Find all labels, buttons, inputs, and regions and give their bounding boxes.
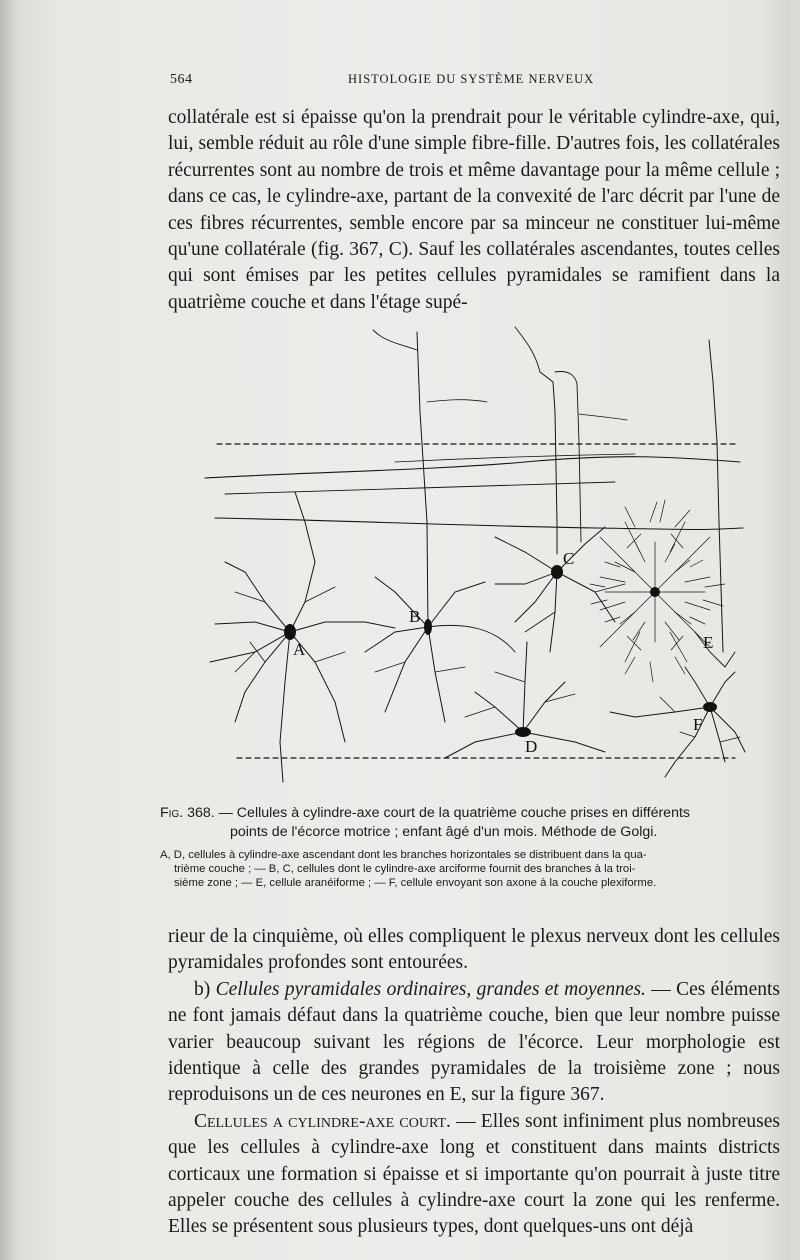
caption-line-1: — Cellules à cylindre-axe court de la quatrième couche prises en différents — [214, 805, 690, 821]
section-heading-smallcaps: Cellules a cylindre-axe court. — [194, 1110, 451, 1132]
bottom-text — [168, 924, 780, 1241]
figure-number: Fig. 368. — [160, 805, 215, 821]
bottom-paragraph-2-text: — Ces éléments ne font jamais défaut dans la quatrième couche, bien que leur nombre puisse varier beaucoup suivant les régions de l'écorce. Leur morphologie est identique à celle des grandes pyramidales de la troisième zone ; nous reproduisons un de ces neurones en E, sur la figure 367. — [168, 978, 780, 1106]
header-title: HISTOLOGIE DU SYSTÈME NERVEUX — [348, 72, 595, 86]
soma-A — [284, 624, 296, 640]
legend-line-2: trième couche ; — B, C, cellules dont le cylindre-axe arciforme fournit des branches à la troi- — [174, 863, 636, 875]
legend-line-3: sième zone ; — E, cellule aranéiforme ; — F, cellule envoyant son axone à la couche plexiforme. — [174, 877, 657, 889]
figure-caption — [160, 804, 780, 890]
soma-E — [650, 587, 660, 597]
section-title-italic: Cellules pyramidales ordinaires, grandes et moyennes. — [215, 978, 646, 1000]
bottom-paragraph-3-text: — Elles sont infiniment plus nombreuses que les cellules à cylindre-axe long et constituent dans maints districts corticaux une formation si épaisse et si importante qu'on pourrait à juste titre appeler couche des cellules à cylindre-axe court la zone qui les renferme. Elles se présentent sous plusieurs types, dont quelques-uns ont déjà — [168, 1110, 781, 1238]
caption-main — [160, 804, 780, 842]
caption-legend — [160, 848, 780, 890]
soma-B — [424, 619, 432, 635]
running-header — [170, 72, 780, 92]
bottom-paragraph-1: rieur de la cinquième, où elles compliquent le plexus nerveux dont les cellules pyramidales profondes sont entourées. — [168, 926, 780, 974]
neuron-drawing — [195, 322, 755, 792]
label-D: D — [525, 737, 538, 756]
top-paragraph — [168, 105, 780, 316]
soma-C — [551, 565, 563, 579]
label-F: F — [693, 715, 703, 734]
label-A: A — [293, 640, 306, 659]
bottom-paragraph-2 — [168, 977, 780, 1109]
soma-D — [515, 727, 531, 737]
label-C: C — [563, 549, 575, 568]
label-B: B — [409, 607, 421, 626]
label-E: E — [703, 633, 714, 652]
caption-line-2: points de l'écorce motrice ; enfant âgé d'un mois. Méthode de Golgi. — [230, 824, 658, 840]
soma-F — [703, 702, 717, 712]
top-paragraph-text: collatérale est si épaisse qu'on la prendrait pour le véritable cylindre-axe, qui, lui, semble réduit au rôle d'une simple fibre-fille. D'autres fois, les collatérales récurrentes sont au nombre de trois et même davantage pour la même cellule ; dans ce cas, le cylindre-axe, partant de la convexité de l'arc décrit par l'une de ces fibres récurrentes, semble encore par sa minceur ne constituer lui-même qu'une collatérale (fig. 367, C). Sauf les collatérales ascendantes, toutes celles qui sont émises par les petites cellules pyramidales se ramifient dans la quatrième couche et dans l'étage supé- — [168, 107, 780, 313]
page-number: 564 — [170, 72, 193, 87]
section-letter: b) — [194, 978, 216, 1000]
legend-line-1: A, D, cellules à cylindre-axe ascendant dont les branches horizontales se distribuent dans la qua- — [160, 849, 647, 861]
bottom-paragraph-3 — [168, 1109, 780, 1241]
figure-368-illustration — [195, 322, 755, 792]
